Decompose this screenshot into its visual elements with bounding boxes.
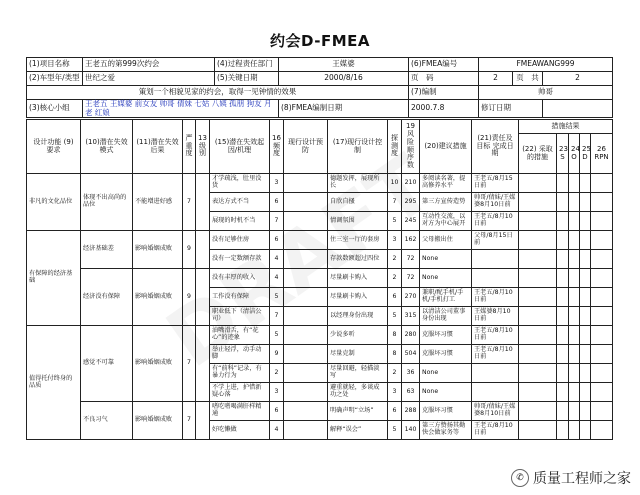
action-taken-cell — [519, 212, 557, 231]
new-occurrence-cell — [569, 307, 580, 326]
detection-cell: 2 — [388, 269, 402, 288]
responsibility-cell: 王老五/8月15日前 — [472, 174, 519, 193]
prevention-cell — [284, 326, 328, 345]
col-function: 设计功能 (9) 要求 — [27, 120, 81, 174]
prevention-cell — [284, 269, 328, 288]
detection-cell: 3 — [388, 383, 402, 402]
col-cause: (15)潜在失效起因/机理 — [210, 120, 270, 174]
new-severity-cell — [557, 421, 569, 440]
responsibility-cell — [472, 383, 519, 402]
responsibility-cell — [472, 269, 519, 288]
new-detection-cell — [580, 364, 591, 383]
prevention-cell — [284, 383, 328, 402]
table-row — [27, 269, 613, 288]
new-detection-cell — [580, 269, 591, 288]
responsibility-cell: 帅哥/倩妹/王媒婆8月10日前 — [472, 193, 519, 212]
recommended-action-cell: 克服坏习惯 — [420, 402, 472, 421]
new-severity-cell — [557, 250, 569, 269]
rpn-cell: 295 — [402, 193, 420, 212]
col-occurrence: 16频度 — [270, 120, 284, 174]
label-key-date: (5)关键日期 — [215, 72, 279, 86]
severity-cell: 9 — [183, 231, 196, 269]
occurrence-cell: 5 — [270, 326, 284, 345]
cause-cell: 没有一定数额存款 — [210, 250, 270, 269]
recommended-action-cell: 父母搬出住 — [420, 231, 472, 250]
occurrence-cell: 4 — [270, 250, 284, 269]
new-occurrence-cell — [569, 212, 580, 231]
new-detection-cell — [580, 307, 591, 326]
new-severity-cell — [557, 307, 569, 326]
failure-effect-cell: 影响婚姻成败 — [133, 231, 183, 269]
cause-cell: 嗜吃嗜喝满肝样精通 — [210, 402, 270, 421]
prevention-cell — [284, 421, 328, 440]
new-rpn-cell — [591, 326, 613, 345]
col-class: 13级别 — [196, 120, 210, 174]
new-detection-cell — [580, 421, 591, 440]
new-occurrence-cell — [569, 269, 580, 288]
responsibility-cell: 王老五/8月10日前 — [472, 421, 519, 440]
footer-brand-text: 质量工程师之家 — [533, 471, 631, 487]
action-taken-cell — [519, 345, 557, 364]
detection-cell: 6 — [388, 288, 402, 307]
rpn-cell: 245 — [402, 212, 420, 231]
recommended-action-cell: 兼职/配手机/手机/手机打工 — [420, 288, 472, 307]
occurrence-cell: 6 — [270, 193, 284, 212]
new-detection-cell — [580, 193, 591, 212]
detection-control-cell: 自欣自搔 — [328, 193, 388, 212]
value-key-date: 2000/8/16 — [279, 72, 409, 86]
detection-control-cell: 解释“误会” — [328, 421, 388, 440]
prevention-cell — [284, 364, 328, 383]
failure-effect-cell: 影响婚姻成败 — [133, 326, 183, 402]
detection-control-cell: 尽量刷卡购入 — [328, 288, 388, 307]
occurrence-cell: 4 — [270, 269, 284, 288]
new-occurrence-cell — [569, 364, 580, 383]
class-cell — [196, 174, 210, 231]
recommended-action-cell: None — [420, 364, 472, 383]
table-row — [27, 326, 613, 345]
occurrence-cell: 7 — [270, 307, 284, 326]
new-occurrence-cell — [569, 326, 580, 345]
prevention-cell — [284, 345, 328, 364]
value-model-year: 世纪之爱 — [83, 72, 215, 86]
detection-control-cell: 尽量回避，轻描淡写 — [328, 364, 388, 383]
new-occurrence-cell — [569, 421, 580, 440]
class-cell — [196, 231, 210, 269]
recommended-action-cell: 克服坏习惯 — [420, 326, 472, 345]
label-responsible-dept: (4)过程责任部门 — [215, 58, 279, 72]
fmea-table — [26, 119, 613, 440]
action-taken-cell — [519, 231, 557, 250]
new-detection-cell — [580, 383, 591, 402]
plan-summary: 策划一个相貌见家的约会，取得一见钟情的效果 — [27, 86, 409, 100]
detection-control-cell: 尽量克制 — [328, 345, 388, 364]
table-row — [27, 174, 613, 193]
new-detection-cell — [580, 402, 591, 421]
value-page-total: 2 — [543, 72, 613, 86]
severity-cell: 7 — [183, 326, 196, 402]
new-occurrence-cell — [569, 383, 580, 402]
failure-mode-cell: 经济基础差 — [81, 231, 133, 269]
detection-control-cell: 少说多听 — [328, 326, 388, 345]
action-taken-cell — [519, 307, 557, 326]
cause-cell: 工作没有保障 — [210, 288, 270, 307]
prevention-cell — [284, 402, 328, 421]
detection-cell: 10 — [388, 174, 402, 193]
rpn-cell: 72 — [402, 250, 420, 269]
new-severity-cell — [557, 345, 569, 364]
detection-cell: 5 — [388, 421, 402, 440]
occurrence-cell: 6 — [270, 402, 284, 421]
detection-cell: 7 — [388, 193, 402, 212]
new-occurrence-cell — [569, 193, 580, 212]
action-taken-cell — [519, 402, 557, 421]
col-new-detection: 25 D — [580, 134, 591, 174]
new-severity-cell — [557, 364, 569, 383]
rpn-cell: 504 — [402, 345, 420, 364]
new-rpn-cell — [591, 383, 613, 402]
cause-cell: 油嘴滑舌，有“花心”的迹象 — [210, 326, 270, 345]
new-rpn-cell — [591, 307, 613, 326]
new-occurrence-cell — [569, 345, 580, 364]
new-rpn-cell — [591, 193, 613, 212]
new-detection-cell — [580, 174, 591, 193]
label-core-team: (3)核心小组 — [27, 100, 83, 118]
failure-mode-cell: 体现不出高尚的品位 — [81, 174, 133, 231]
occurrence-cell: 6 — [270, 231, 284, 250]
new-rpn-cell — [591, 288, 613, 307]
recommended-action-cell: 克服坏习惯 — [420, 345, 472, 364]
occurrence-cell: 7 — [270, 212, 284, 231]
failure-effect-cell: 影响婚姻成败 — [133, 269, 183, 326]
action-taken-cell — [519, 193, 557, 212]
failure-effect-cell: 不能增进好感 — [133, 174, 183, 231]
class-cell — [196, 402, 210, 440]
responsibility-cell: 帅哥/倩妹/王媒婆8月10日前 — [472, 402, 519, 421]
responsibility-cell: 王媒婆8月10日前 — [472, 307, 519, 326]
recommended-action-cell: 多阅读名著，提高修养水平 — [420, 174, 472, 193]
col-action-taken: (22) 采取的措施 — [519, 134, 557, 174]
table-row — [27, 231, 613, 250]
prevention-cell — [284, 307, 328, 326]
occurrence-cell: 4 — [270, 421, 284, 440]
new-severity-cell — [557, 383, 569, 402]
action-taken-cell — [519, 326, 557, 345]
detection-cell: 2 — [388, 364, 402, 383]
new-rpn-cell — [591, 250, 613, 269]
new-occurrence-cell — [569, 250, 580, 269]
severity-cell: 7 — [183, 402, 196, 440]
new-severity-cell — [557, 326, 569, 345]
occurrence-cell: 3 — [270, 383, 284, 402]
cause-cell: 好吃懒做 — [210, 421, 270, 440]
new-occurrence-cell — [569, 288, 580, 307]
header-table — [26, 57, 613, 118]
cause-cell: 职业低下（清洁公司） — [210, 307, 270, 326]
recommended-action-cell: None — [420, 383, 472, 402]
label-fmea-number: (6)FMEA编号 — [409, 58, 479, 72]
new-detection-cell — [580, 326, 591, 345]
col-failure-effect: (11)潜在失效后果 — [133, 120, 183, 174]
col-responsibility: (21)责任及目标 完成日期 — [472, 120, 519, 174]
new-detection-cell — [580, 231, 591, 250]
detection-cell: 5 — [388, 212, 402, 231]
rpn-cell: 288 — [402, 402, 420, 421]
occurrence-cell: 3 — [270, 174, 284, 193]
new-rpn-cell — [591, 402, 613, 421]
occurrence-cell: 9 — [270, 345, 284, 364]
col-failure-mode: (10)潜在失效模式 — [81, 120, 133, 174]
recommended-action-cell: None — [420, 269, 472, 288]
function-cell: 非凡的文化品位 — [27, 174, 81, 231]
cause-cell: 才学疏浅，肚里没货 — [210, 174, 270, 193]
rpn-cell: 210 — [402, 174, 420, 193]
col-action-results: 措施结果 — [519, 120, 613, 134]
recommended-action-cell: 第三方赞扬其勤快会做家务等 — [420, 421, 472, 440]
new-occurrence-cell — [569, 402, 580, 421]
document-title: 约会D-FMEA — [270, 32, 370, 50]
action-taken-cell — [519, 250, 557, 269]
class-cell — [196, 326, 210, 402]
new-detection-cell — [580, 212, 591, 231]
value-responsible-dept: 王媒婆 — [279, 58, 409, 72]
label-revision-date: 修订日期 — [479, 100, 543, 118]
failure-mode-cell: 感觉不可靠 — [81, 326, 133, 402]
action-taken-cell — [519, 383, 557, 402]
rpn-cell: 315 — [402, 307, 420, 326]
detection-cell: 3 — [388, 231, 402, 250]
label-page: 页 码 — [409, 72, 479, 86]
detection-control-cell: 以经理身份出现 — [328, 307, 388, 326]
new-occurrence-cell — [569, 174, 580, 193]
col-prevention: 现行设计预 防 — [284, 120, 328, 174]
new-severity-cell — [557, 212, 569, 231]
value-project-name: 王老五的第999次约会 — [83, 58, 215, 72]
value-prepared-by: 帅哥 — [479, 86, 613, 100]
col-rpn: 19风险顺序数 — [402, 120, 420, 174]
col-new-rpn: 26 RPN — [591, 134, 613, 174]
new-rpn-cell — [591, 212, 613, 231]
new-detection-cell — [580, 345, 591, 364]
class-cell — [196, 269, 210, 326]
responsibility-cell: 王老五/8月10日前 — [472, 345, 519, 364]
prevention-cell — [284, 193, 328, 212]
new-rpn-cell — [591, 269, 613, 288]
rpn-cell: 72 — [402, 269, 420, 288]
recommended-action-cell: None — [420, 250, 472, 269]
action-taken-cell — [519, 288, 557, 307]
new-rpn-cell — [591, 174, 613, 193]
rpn-cell: 63 — [402, 383, 420, 402]
recommended-action-cell: 以清洁公司董事身份出现 — [420, 307, 472, 326]
detection-control-cell: 德题发挥，展现所长 — [328, 174, 388, 193]
occurrence-cell: 2 — [270, 364, 284, 383]
detection-cell: 8 — [388, 326, 402, 345]
recommended-action-cell: 第三方宣传造势 — [420, 193, 472, 212]
failure-mode-cell: 不良习气 — [81, 402, 133, 440]
new-detection-cell — [580, 288, 591, 307]
detection-cell: 2 — [388, 250, 402, 269]
cause-cell: 举止轻浮，动手动脚 — [210, 345, 270, 364]
label-model-year: (2)车型年/类型 — [27, 72, 83, 86]
function-cell: 有保障的经济基础 — [27, 231, 81, 326]
col-detection: 探测度 — [388, 120, 402, 174]
new-severity-cell — [557, 231, 569, 250]
detection-cell: 8 — [388, 345, 402, 364]
new-severity-cell — [557, 288, 569, 307]
new-severity-cell — [557, 174, 569, 193]
new-occurrence-cell — [569, 231, 580, 250]
col-new-severity: 23 S — [557, 134, 569, 174]
rpn-cell: 280 — [402, 326, 420, 345]
prevention-cell — [284, 174, 328, 193]
col-new-occurrence: 24 O — [569, 134, 580, 174]
prevention-cell — [284, 231, 328, 250]
rpn-cell: 162 — [402, 231, 420, 250]
value-fmea-number: FMEAWANG999 — [479, 58, 613, 72]
new-rpn-cell — [591, 345, 613, 364]
table-row — [27, 402, 613, 421]
detection-control-cell: 情调氛围 — [328, 212, 388, 231]
new-detection-cell — [580, 250, 591, 269]
new-severity-cell — [557, 193, 569, 212]
responsibility-cell — [472, 250, 519, 269]
col-detection-control: (17)现行设计控制 — [328, 120, 388, 174]
recommended-action-cell: 互动性交流，以对方为中心展开 — [420, 212, 472, 231]
severity-cell: 7 — [183, 174, 196, 231]
responsibility-cell — [472, 364, 519, 383]
action-taken-cell — [519, 269, 557, 288]
footer-brand — [508, 467, 634, 489]
occurrence-cell: 5 — [270, 288, 284, 307]
responsibility-cell: 王老五/8月10日前 — [472, 288, 519, 307]
detection-cell: 6 — [388, 402, 402, 421]
cause-cell: 没有丰厚的收入 — [210, 269, 270, 288]
cause-cell: 展现的时机不当 — [210, 212, 270, 231]
detection-control-cell: 存款数额超过四位 — [328, 250, 388, 269]
label-prepared-by: (7)编制 — [409, 86, 479, 100]
label-project-name: (1)项目名称 — [27, 58, 83, 72]
failure-effect-cell: 影响婚姻成败 — [133, 402, 183, 440]
failure-mode-cell: 经济没有保障 — [81, 269, 133, 326]
responsibility-cell: 王老五/8月10日前 — [472, 212, 519, 231]
detection-cell: 5 — [388, 307, 402, 326]
detection-control-cell: 尽量刷卡购入 — [328, 269, 388, 288]
value-core-team: 王老五 王媒婆 前女友 帅哥 倩妹 七姑 八姨 孤朋 狗友 月老 红娘 — [83, 100, 279, 118]
col-severity: 严重度 — [183, 120, 196, 174]
wechat-icon: ✆ — [511, 469, 529, 487]
detection-control-cell: 明确声明“立场” — [328, 402, 388, 421]
rpn-cell: 36 — [402, 364, 420, 383]
prevention-cell — [284, 250, 328, 269]
function-cell: 值得托付终身的品质 — [27, 326, 81, 440]
severity-cell: 9 — [183, 269, 196, 326]
cause-cell: 不学上进，护惜新疑心落 — [210, 383, 270, 402]
rpn-cell: 140 — [402, 421, 420, 440]
responsibility-cell: 父母/8月15日前 — [472, 231, 519, 250]
detection-control-cell: 避重就轻，多谈成功之处 — [328, 383, 388, 402]
cause-cell: 表达方式不当 — [210, 193, 270, 212]
value-revision-date — [543, 100, 613, 118]
cause-cell: 有“前科”记录，有暴力行为 — [210, 364, 270, 383]
prevention-cell — [284, 288, 328, 307]
cause-cell: 没有足够住房 — [210, 231, 270, 250]
new-rpn-cell — [591, 231, 613, 250]
action-taken-cell — [519, 364, 557, 383]
new-severity-cell — [557, 269, 569, 288]
label-fmea-date: (8)FMEA编制日期 — [279, 100, 409, 118]
new-rpn-cell — [591, 364, 613, 383]
responsibility-cell: 王老五/8月10日前 — [472, 326, 519, 345]
label-page-total: 页 共 — [513, 72, 543, 86]
rpn-cell: 270 — [402, 288, 420, 307]
value-fmea-date: 2000.7.8 — [409, 100, 479, 118]
col-recommended-action: (20)建议措施 — [420, 120, 472, 174]
detection-control-cell: 住三室一厅的套房 — [328, 231, 388, 250]
new-rpn-cell — [591, 421, 613, 440]
new-severity-cell — [557, 402, 569, 421]
action-taken-cell — [519, 421, 557, 440]
action-taken-cell — [519, 174, 557, 193]
value-page: 2 — [479, 72, 513, 86]
prevention-cell — [284, 212, 328, 231]
